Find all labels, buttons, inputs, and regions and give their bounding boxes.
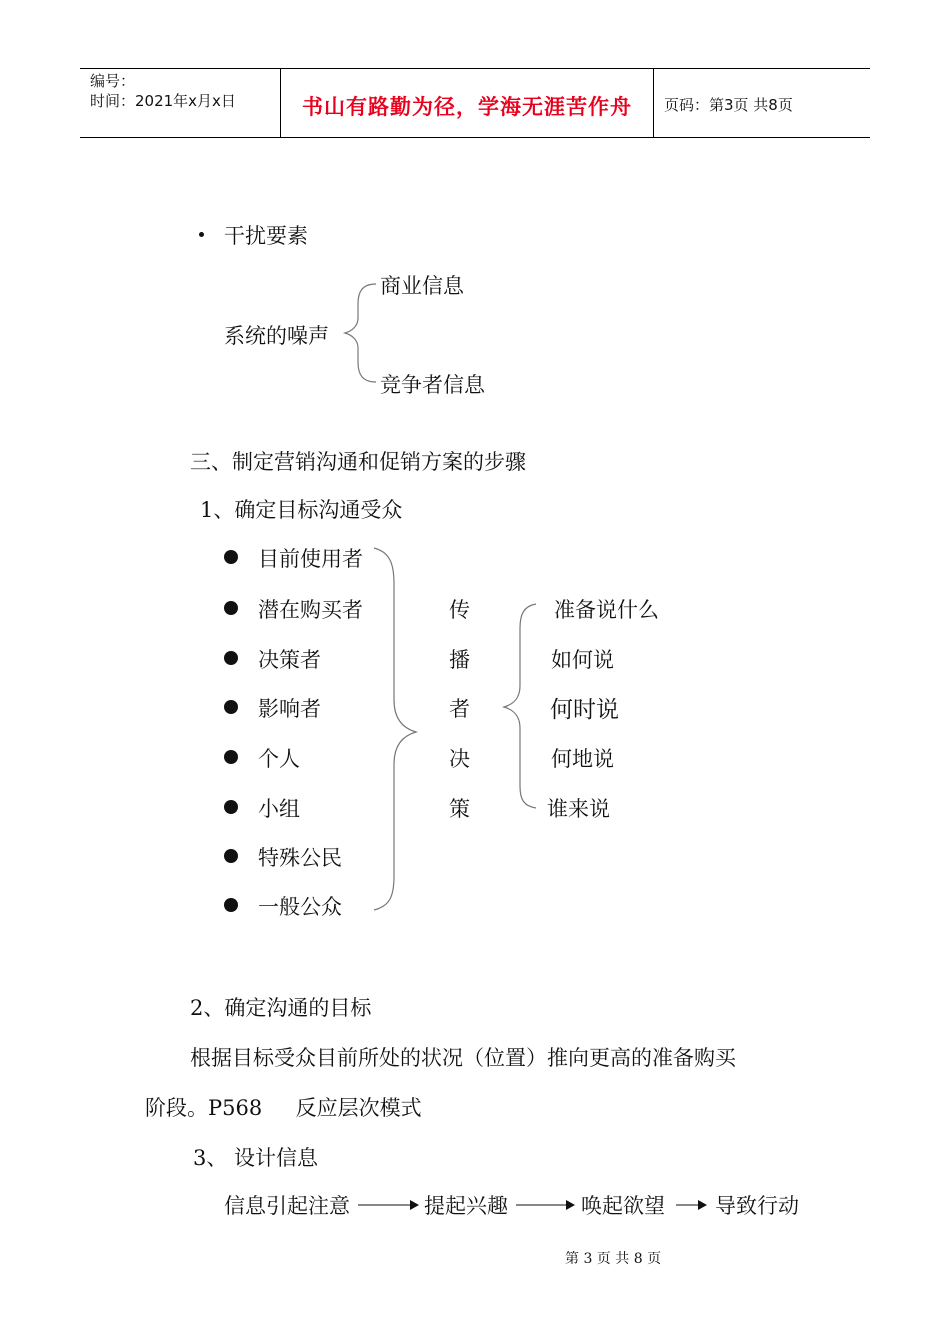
audience-item: 影响者 bbox=[258, 697, 321, 721]
arrow-right-icon bbox=[676, 1198, 708, 1212]
audience-item: 个人 bbox=[258, 747, 300, 771]
page-footer: 第 3 页 共 8 页 bbox=[565, 1251, 662, 1267]
step1-title: 1、确定目标沟通受众 bbox=[200, 498, 403, 522]
question-item: 何地说 bbox=[551, 747, 614, 771]
step2-title: 2、确定沟通的目标 bbox=[190, 996, 372, 1020]
arrow-right-icon bbox=[516, 1198, 576, 1212]
flow-step: 导致行动 bbox=[715, 1194, 799, 1218]
decider-char: 传 bbox=[449, 598, 470, 622]
step3-title: 3、 设计信息 bbox=[193, 1146, 319, 1170]
flow-step: 提起兴趣 bbox=[424, 1194, 508, 1218]
flow-step: 唤起欲望 bbox=[581, 1194, 665, 1218]
audience-item: 潜在购买者 bbox=[258, 598, 363, 622]
question-item: 谁来说 bbox=[547, 797, 610, 821]
audience-item: 一般公众 bbox=[258, 895, 342, 919]
audience-item: 特殊公民 bbox=[258, 846, 342, 870]
decider-char: 者 bbox=[449, 697, 470, 721]
audience-item: 目前使用者 bbox=[258, 547, 363, 571]
header-motto: 书山有路勤为径，学海无涯苦作舟 bbox=[302, 95, 632, 119]
question-item: 准备说什么 bbox=[554, 598, 659, 622]
header-serial: 编号： bbox=[90, 72, 136, 90]
header-page-number: 页码：第3页 共8页 bbox=[664, 96, 793, 114]
header-time: 时间：2021年x月x日 bbox=[90, 92, 236, 110]
decider-char: 播 bbox=[449, 648, 470, 672]
decider-char: 决 bbox=[449, 747, 470, 771]
question-item: 如何说 bbox=[551, 648, 614, 672]
interference-item: 商业信息 bbox=[380, 274, 464, 298]
question-item: 何时说 bbox=[550, 697, 619, 723]
interference-title: 干扰要素 bbox=[224, 224, 308, 248]
interference-item: 竞争者信息 bbox=[380, 373, 485, 397]
section-heading: 三、制定营销沟通和促销方案的步骤 bbox=[190, 450, 526, 474]
step2-paragraph: 根据目标受众目前所处的状况（位置）推向更高的准备购买 bbox=[190, 1046, 736, 1070]
flow-step: 信息引起注意 bbox=[224, 1194, 350, 1218]
audience-item: 决策者 bbox=[258, 648, 321, 672]
interference-source: 系统的噪声 bbox=[224, 324, 329, 348]
step2-paragraph: 阶段。P568 反应层次模式 bbox=[145, 1096, 422, 1120]
arrow-right-icon bbox=[358, 1198, 420, 1212]
decider-char: 策 bbox=[449, 797, 470, 821]
audience-item: 小组 bbox=[258, 797, 300, 821]
